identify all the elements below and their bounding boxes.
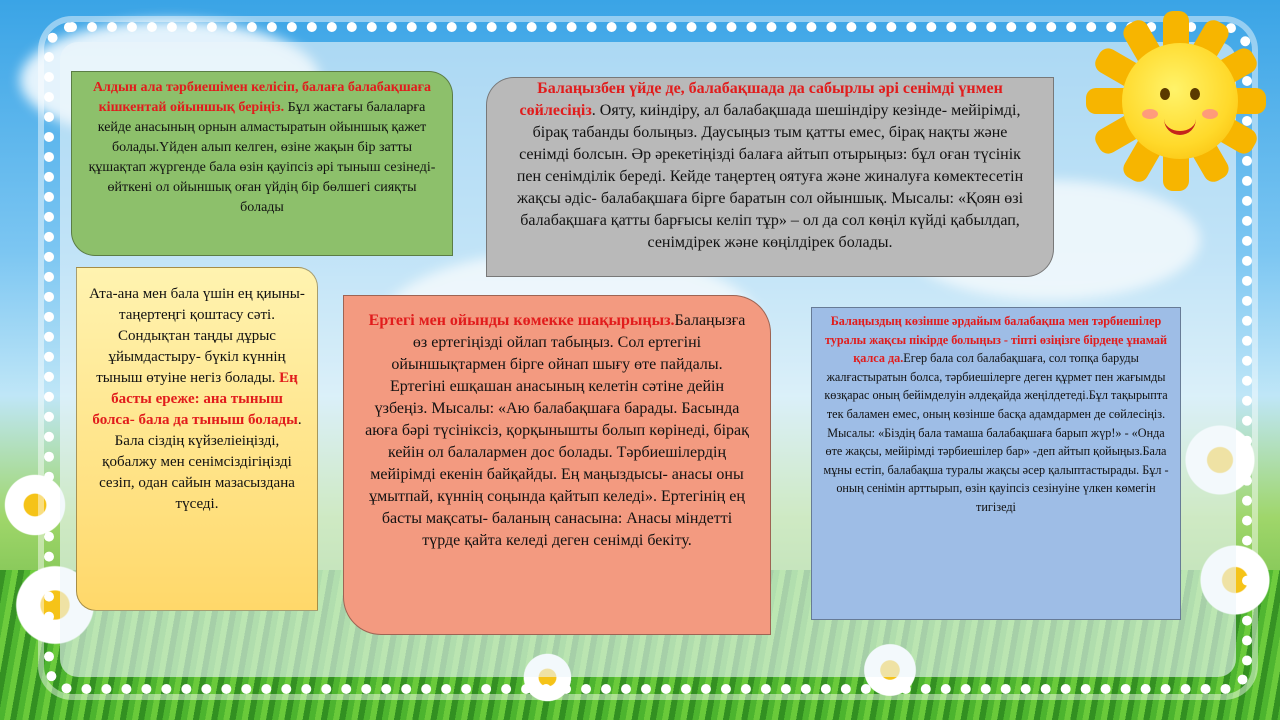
tip-box-toy (71, 71, 453, 256)
tip-box-calm-voice (486, 77, 1054, 277)
tip-highlight: Ең басты ереже: ана тыныш болса- бала да тыныш болады (92, 370, 298, 428)
sun-icon (1085, 6, 1275, 196)
tip-box-positive-talk (811, 307, 1181, 620)
tip-highlight: Ертегі мен ойынды көмекке шақырыңыз. (368, 312, 675, 329)
tip-text: Ата-ана мен бала үшін ең қиыны- таңертеңгі қоштасу сәті. Сондықтан таңды дұрыс ұйымдастыру- бүкіл күннің тыныш өтуіне негіз болады. (89, 286, 305, 386)
tip-highlight: Балаңызбен үйде де, балабақшада да сабырлы әрі сенімді үнмен сөйлесіңіз (519, 80, 1003, 119)
tip-text: Балаңызға өз ертегіңізді ойлап табыңыз. Сол ертегіні ойыншықтармен бірге ойнап шығу өте пайдалы. Ертегіні ешқашан анасының келетін сәтіне дейін үзбеңіз. Мысалы: «Аю балабақшаға барады. Басында аюға бәрі түсініксіз, қорқынышты болып көрінеді, бірақ кейін ол балалармен дос болады. Тәрбиешілердің мейірімді екенін байқайды. Ең маңыздысы- анасы оны ұмытпай, күннің соңында қайтып келеді». Ертегінің ең басты мақсаты- баланың санасына: Анасы міндетті түрде қайта келеді деген сенімді бекіту. (365, 312, 749, 549)
tip-box-morning-farewell (76, 267, 318, 611)
tip-text: . Бала сіздің күйзеліеіңізді, қобалжу мен сенімсіздігіңізді сезіп, одан сайын мазасыздана түседі. (99, 412, 302, 512)
tip-box-fairy-tale (343, 295, 771, 635)
tip-text: . Ояту, киіндіру, ал балабақшада шешіндіру кезінде- мейірімді, бірақ табанды болыңыз. Даусыңыз тым қатты емес, бірақ нақты және сенімді болсын. Әр әрекетіңізді балаға айтып отырыңыз: бұл оған түсінік пен сенімділік береді. Кейде таңертең оятуға және жиналуға көмектесетін жақсы әдіс- балабақшаға бірге баратын сол ойыншық. Мысалы: «Қоян өзі балабақшаға қатты барғысы келіп тұр» – ол да сол көңіл күйді қабылдап, сенімдірек және көңілдірек болады. (516, 102, 1024, 251)
tip-highlight: Балаңыздың көзінше әрдайым балабақша мен тәрбиешілер туралы жақсы пікірде болыңыз - тіпті өзіңізге бірдеңе ұнамай қалса да. (824, 314, 1168, 366)
tip-highlight: Алдын ала тәрбиешімен келісіп, балаға балабақшаға кішкентай ойыншық беріңіз. (92, 80, 432, 115)
tip-text: Бұл жастағы балаларға кейде анасының орнын алмастыратын ойыншық қажет болады.Үйден алып келген, өзіне жақын бір затты құшақтап жүргенде бала өзін қауіпсіз әрі тыныш сезінеді- өйткені ол ойыншық оған үйдің бір бөлшегі сияқты болады (88, 100, 436, 215)
tip-text: Егер бала сол балабақшаға, сол топқа баруды жалғастыратын болса, тәрбиешілерге деген құрмет пен жағымды көзқарас оның бейімделуін әлдеқайда жеңілдетеді.Бұл тақырыпта тек баламен емес, оның көзінше басқа адамдармен де сөйлесіңіз. Мысалы: «Біздің бала тамаша балабақшаға барып жүр!» - «Онда өте жақсы, мейірімді тәрбиешілер бар» -деп айтып қойыңыз.Бала мұны естіп, балабақша туралы жақсы әсер қалыптастырады. Бұл - оның сенімін арттырып, өзін қауіпсіз сезінуіне үлкен көмегін тигізеді (823, 351, 1169, 514)
